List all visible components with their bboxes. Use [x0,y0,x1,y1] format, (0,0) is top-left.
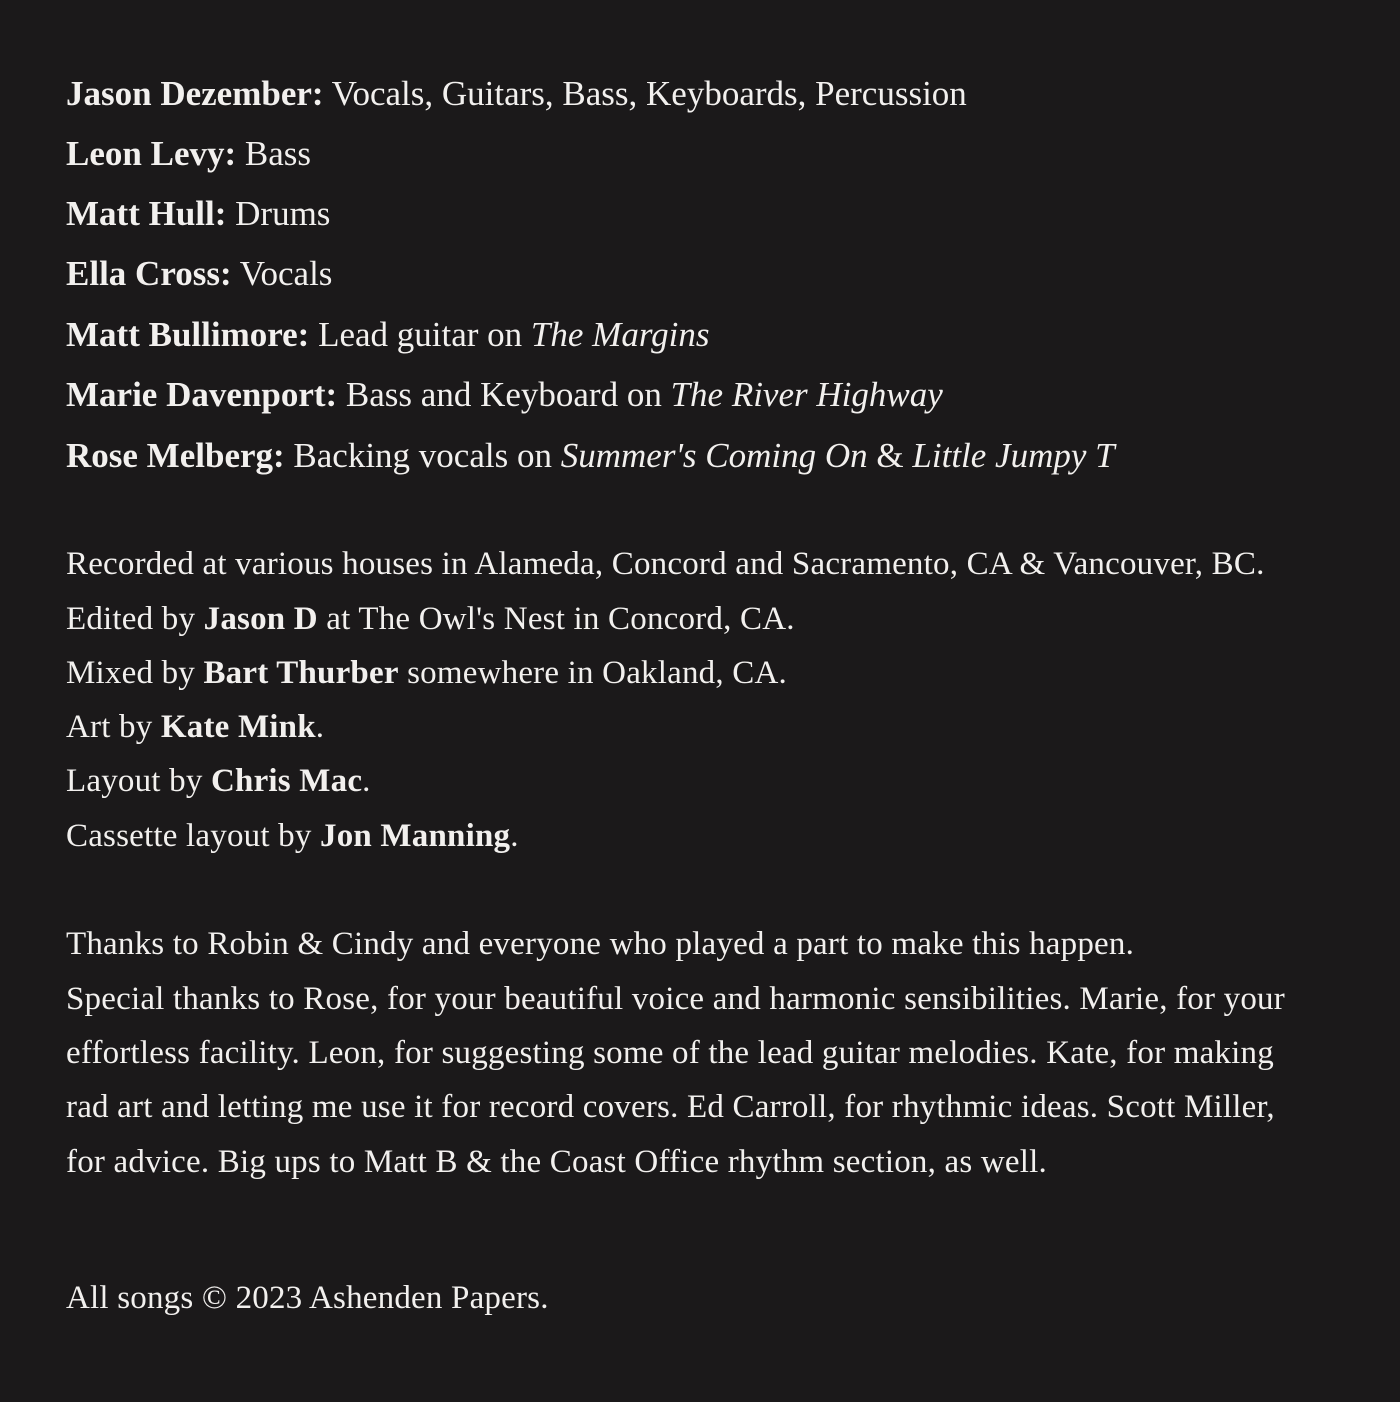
production-credit-line [66,818,519,855]
text-segment: . [362,763,371,799]
credit-line [66,436,1115,476]
credited-name: Jason Dezember: [66,74,324,113]
text-segment: Special thanks to Rose, for your beautiful voice and harmonic sensibilities. Marie, for your [66,981,1285,1017]
credited-name: Chris Mac [210,763,363,799]
song-title: Summer's Coming On [560,436,868,475]
thanks-line [66,981,1285,1018]
thanks-line [66,1035,1274,1072]
credited-name: Ella Cross: [66,254,232,293]
production-credit-line [66,763,371,800]
text-segment: for advice. Big ups to Matt B & the Coast Office rhythm section, as well. [66,1144,1047,1180]
song-title: The River Highway [670,375,943,414]
credit-line [66,134,311,174]
text-segment: Vocals [231,254,333,293]
text-segment: Mixed by [66,655,204,691]
credit-line [66,194,330,234]
text-segment: Bass [236,134,312,173]
text-segment: . [510,818,519,854]
copyright-line [66,1280,549,1317]
song-title: Little Jumpy T [912,436,1115,475]
song-title: The Margins [530,315,710,354]
text-segment: effortless facility. Leon, for suggesting some of the lead guitar melodies. Kate, for making [66,1035,1274,1071]
credited-name: Leon Levy: [66,134,237,173]
text-segment: Layout by [66,763,211,799]
text-segment: Edited by [66,601,204,637]
text-segment: Backing vocals on [284,436,561,475]
credited-name: Matt Hull: [66,194,227,233]
text-segment: Thanks to Robin & Cindy and everyone who played a part to make this happen. [66,926,1135,962]
credit-line [66,254,332,294]
credit-line [66,315,710,355]
text-segment: & [867,436,913,475]
text-segment: rad art and letting me use it for record covers. Ed Carroll, for rhythmic ideas. Scott Miller, [66,1089,1275,1125]
production-credit-line [66,546,1265,583]
text-segment: Cassette layout by [66,818,321,854]
credited-name: Rose Melberg: [66,436,285,475]
text-segment: somewhere in Oakland, CA. [398,655,787,691]
credited-name: Jason D [203,601,318,637]
text-segment: at The Owl's Nest in Concord, CA. [317,601,795,637]
credit-line [66,375,943,415]
production-credit-line [66,709,324,746]
credited-name: Marie Davenport: [66,375,338,414]
credited-name: Kate Mink [160,709,316,745]
credit-line [66,74,967,114]
production-credit-line [66,601,795,638]
text-segment: Recorded at various houses in Alameda, Concord and Sacramento, CA & Vancouver, BC. [66,546,1265,582]
credited-name: Jon Manning [320,818,511,854]
text-segment: Bass and Keyboard on [337,375,671,414]
text-segment: Drums [226,194,331,233]
text-segment: Art by [66,709,161,745]
text-segment: Vocals, Guitars, Bass, Keyboards, Percussion [323,74,967,113]
thanks-line [66,1144,1047,1181]
thanks-line [66,926,1134,963]
text-segment: . [315,709,325,745]
text-segment: Lead guitar on [309,315,531,354]
credited-name: Matt Bullimore: [66,315,310,354]
text-segment: All songs © 2023 Ashenden Papers. [66,1280,549,1316]
production-credit-line [66,655,787,692]
thanks-line [66,1089,1275,1126]
credited-name: Bart Thurber [203,655,399,691]
